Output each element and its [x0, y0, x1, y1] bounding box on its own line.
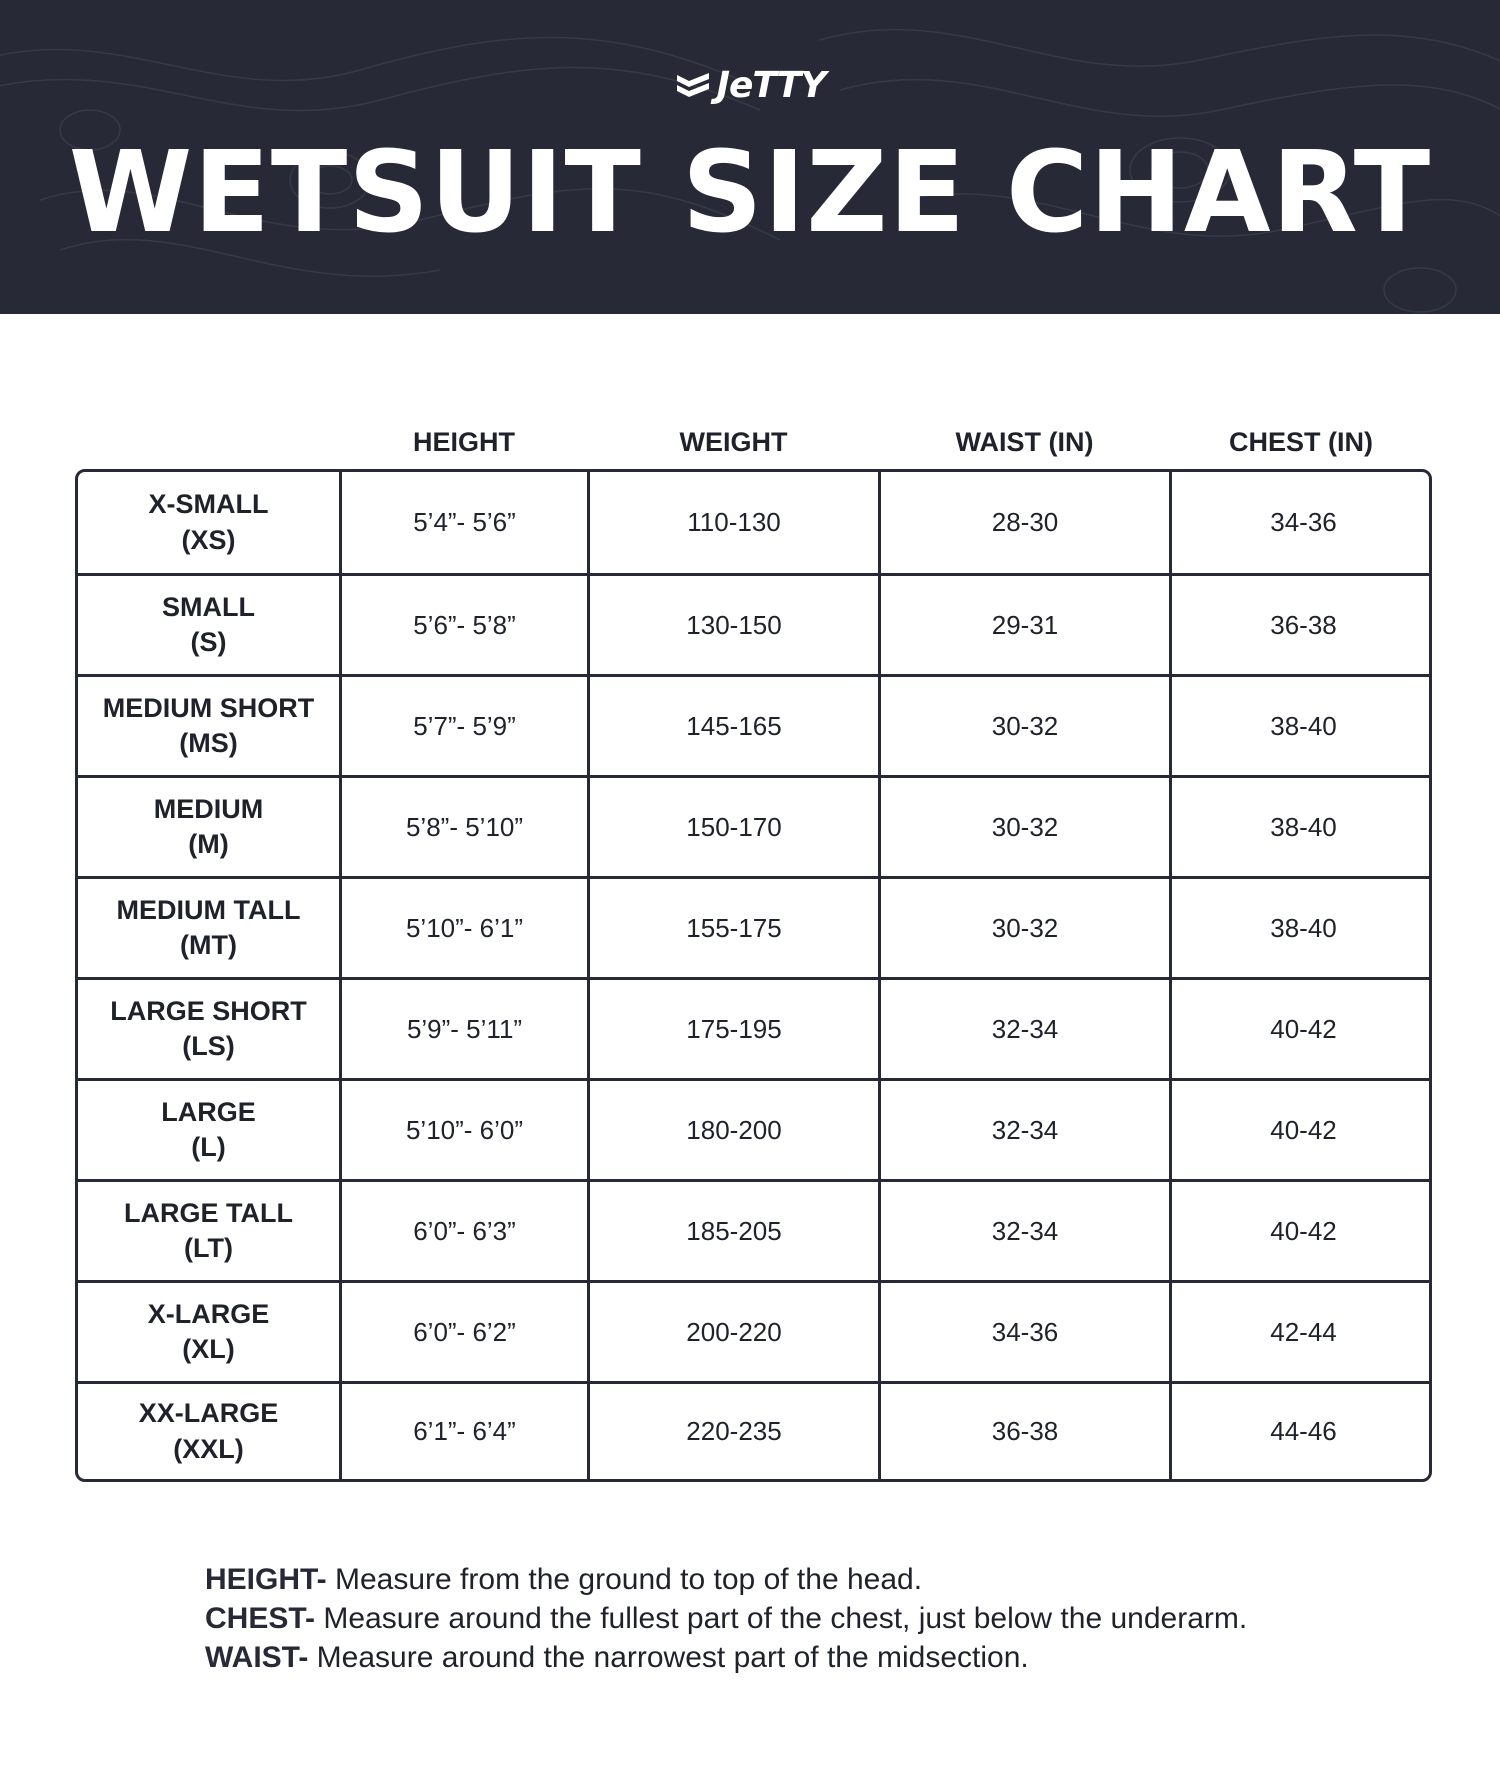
size-cell	[78, 879, 342, 977]
size-cell	[78, 1182, 342, 1280]
chest-cell: 36-38	[1270, 609, 1337, 640]
column-header-weight: WEIGHT	[679, 427, 788, 457]
size-cell	[78, 1384, 342, 1479]
jetty-logo-icon	[675, 71, 711, 101]
size-name: XX-LARGE	[138, 1398, 279, 1429]
table-row	[78, 980, 1429, 1081]
note-text: Measure from the ground to top of the head.	[326, 1563, 923, 1596]
size-name: MEDIUM SHORT	[102, 692, 315, 723]
weight-cell: 150-170	[590, 778, 881, 876]
size-name: MEDIUM TALL	[116, 894, 301, 925]
waist-cell: 29-31	[881, 576, 1172, 674]
note-text: Measure around the narrowest part of the midsection.	[308, 1641, 1029, 1674]
size-cell	[78, 980, 342, 1078]
size-cell	[78, 778, 342, 876]
size-code: (LT)	[184, 1233, 233, 1263]
chest-cell: 38-40	[1270, 811, 1337, 842]
size-name: X-SMALL	[148, 489, 269, 520]
size-code: (S)	[190, 627, 227, 657]
size-code: (XL)	[182, 1334, 235, 1364]
height-cell: 5’8”- 5’10”	[342, 778, 590, 876]
height-cell: 6’0”- 6’2”	[342, 1283, 590, 1381]
note-key: WAIST-	[205, 1641, 309, 1674]
height-cell: 6’1”- 6’4”	[342, 1384, 590, 1479]
size-cell	[78, 576, 342, 674]
weight-cell: 110-130	[590, 472, 881, 573]
waist-cell: 30-32	[881, 778, 1172, 876]
weight-cell: 200-220	[590, 1283, 881, 1381]
table-row	[78, 778, 1429, 879]
size-cell	[78, 1283, 342, 1381]
size-name: LARGE	[161, 1096, 256, 1127]
size-code: (L)	[191, 1132, 226, 1162]
chest-cell: 40-42	[1270, 1114, 1337, 1145]
weight-cell: 155-175	[590, 879, 881, 977]
table-row	[78, 677, 1429, 778]
waist-cell: 30-32	[881, 879, 1172, 977]
size-cell	[78, 1081, 342, 1179]
note-text: Measure around the fullest part of the chest, just below the underarm.	[315, 1602, 1248, 1635]
measurement-notes	[205, 1560, 1405, 1677]
chest-cell: 38-40	[1270, 912, 1337, 943]
size-code: (MT)	[180, 930, 237, 960]
chest-cell: 42-44	[1270, 1316, 1337, 1347]
size-name: LARGE TALL	[124, 1197, 293, 1228]
size-code: (LS)	[182, 1031, 235, 1061]
page-title: WETSUIT SIZE CHART	[68, 128, 1432, 258]
size-code: (XXL)	[173, 1433, 244, 1464]
chest-cell: 40-42	[1270, 1013, 1337, 1044]
note-key: HEIGHT-	[205, 1563, 327, 1596]
waist-cell: 32-34	[881, 980, 1172, 1078]
note-key: CHEST-	[205, 1602, 316, 1635]
height-cell: 5’6”- 5’8”	[342, 576, 590, 674]
chest-cell: 34-36	[1270, 507, 1337, 537]
size-name: SMALL	[162, 591, 255, 622]
note-chest	[205, 1599, 1405, 1638]
weight-cell: 130-150	[590, 576, 881, 674]
height-cell: 5’9”- 5’11”	[342, 980, 590, 1078]
size-name: X-LARGE	[147, 1298, 270, 1329]
column-header-chest: CHEST (IN)	[1229, 427, 1373, 457]
brand-name: JeTTY	[716, 65, 826, 106]
brand-logo	[0, 65, 1500, 106]
table-row	[78, 1081, 1429, 1182]
weight-cell: 180-200	[590, 1081, 881, 1179]
waist-cell: 32-34	[881, 1081, 1172, 1179]
table-row	[78, 879, 1429, 980]
column-header-waist: WAIST (IN)	[955, 427, 1094, 457]
chest-cell: 44-46	[1270, 1416, 1337, 1446]
weight-cell: 175-195	[590, 980, 881, 1078]
height-cell: 5’7”- 5’9”	[342, 677, 590, 775]
size-table	[75, 469, 1432, 1482]
header-banner	[0, 0, 1500, 314]
table-row	[78, 1283, 1429, 1384]
height-cell: 6’0”- 6’3”	[342, 1182, 590, 1280]
column-header-height: HEIGHT	[412, 427, 515, 457]
height-cell: 5’4”- 5’6”	[342, 472, 590, 573]
weight-cell: 220-235	[590, 1384, 881, 1479]
table-row	[78, 576, 1429, 677]
chest-cell: 40-42	[1270, 1215, 1337, 1246]
size-name: MEDIUM	[153, 793, 264, 824]
waist-cell: 28-30	[881, 472, 1172, 573]
size-code: (M)	[188, 829, 229, 859]
waist-cell: 36-38	[881, 1384, 1172, 1479]
size-code: (MS)	[179, 728, 238, 758]
note-height	[205, 1560, 1405, 1599]
weight-cell: 145-165	[590, 677, 881, 775]
weight-cell: 185-205	[590, 1182, 881, 1280]
waist-cell: 32-34	[881, 1182, 1172, 1280]
table-row	[78, 1182, 1429, 1283]
note-waist	[205, 1638, 1405, 1677]
chest-cell: 38-40	[1270, 710, 1337, 741]
size-code: (XS)	[181, 524, 236, 555]
table-row	[78, 1384, 1429, 1479]
height-cell: 5’10”- 6’1”	[342, 879, 590, 977]
size-cell	[78, 677, 342, 775]
size-name: LARGE SHORT	[110, 995, 307, 1026]
height-cell: 5’10”- 6’0”	[342, 1081, 590, 1179]
table-row	[78, 472, 1429, 576]
column-headers	[76, 422, 1432, 462]
waist-cell: 34-36	[881, 1283, 1172, 1381]
waist-cell: 30-32	[881, 677, 1172, 775]
size-cell	[78, 472, 342, 573]
